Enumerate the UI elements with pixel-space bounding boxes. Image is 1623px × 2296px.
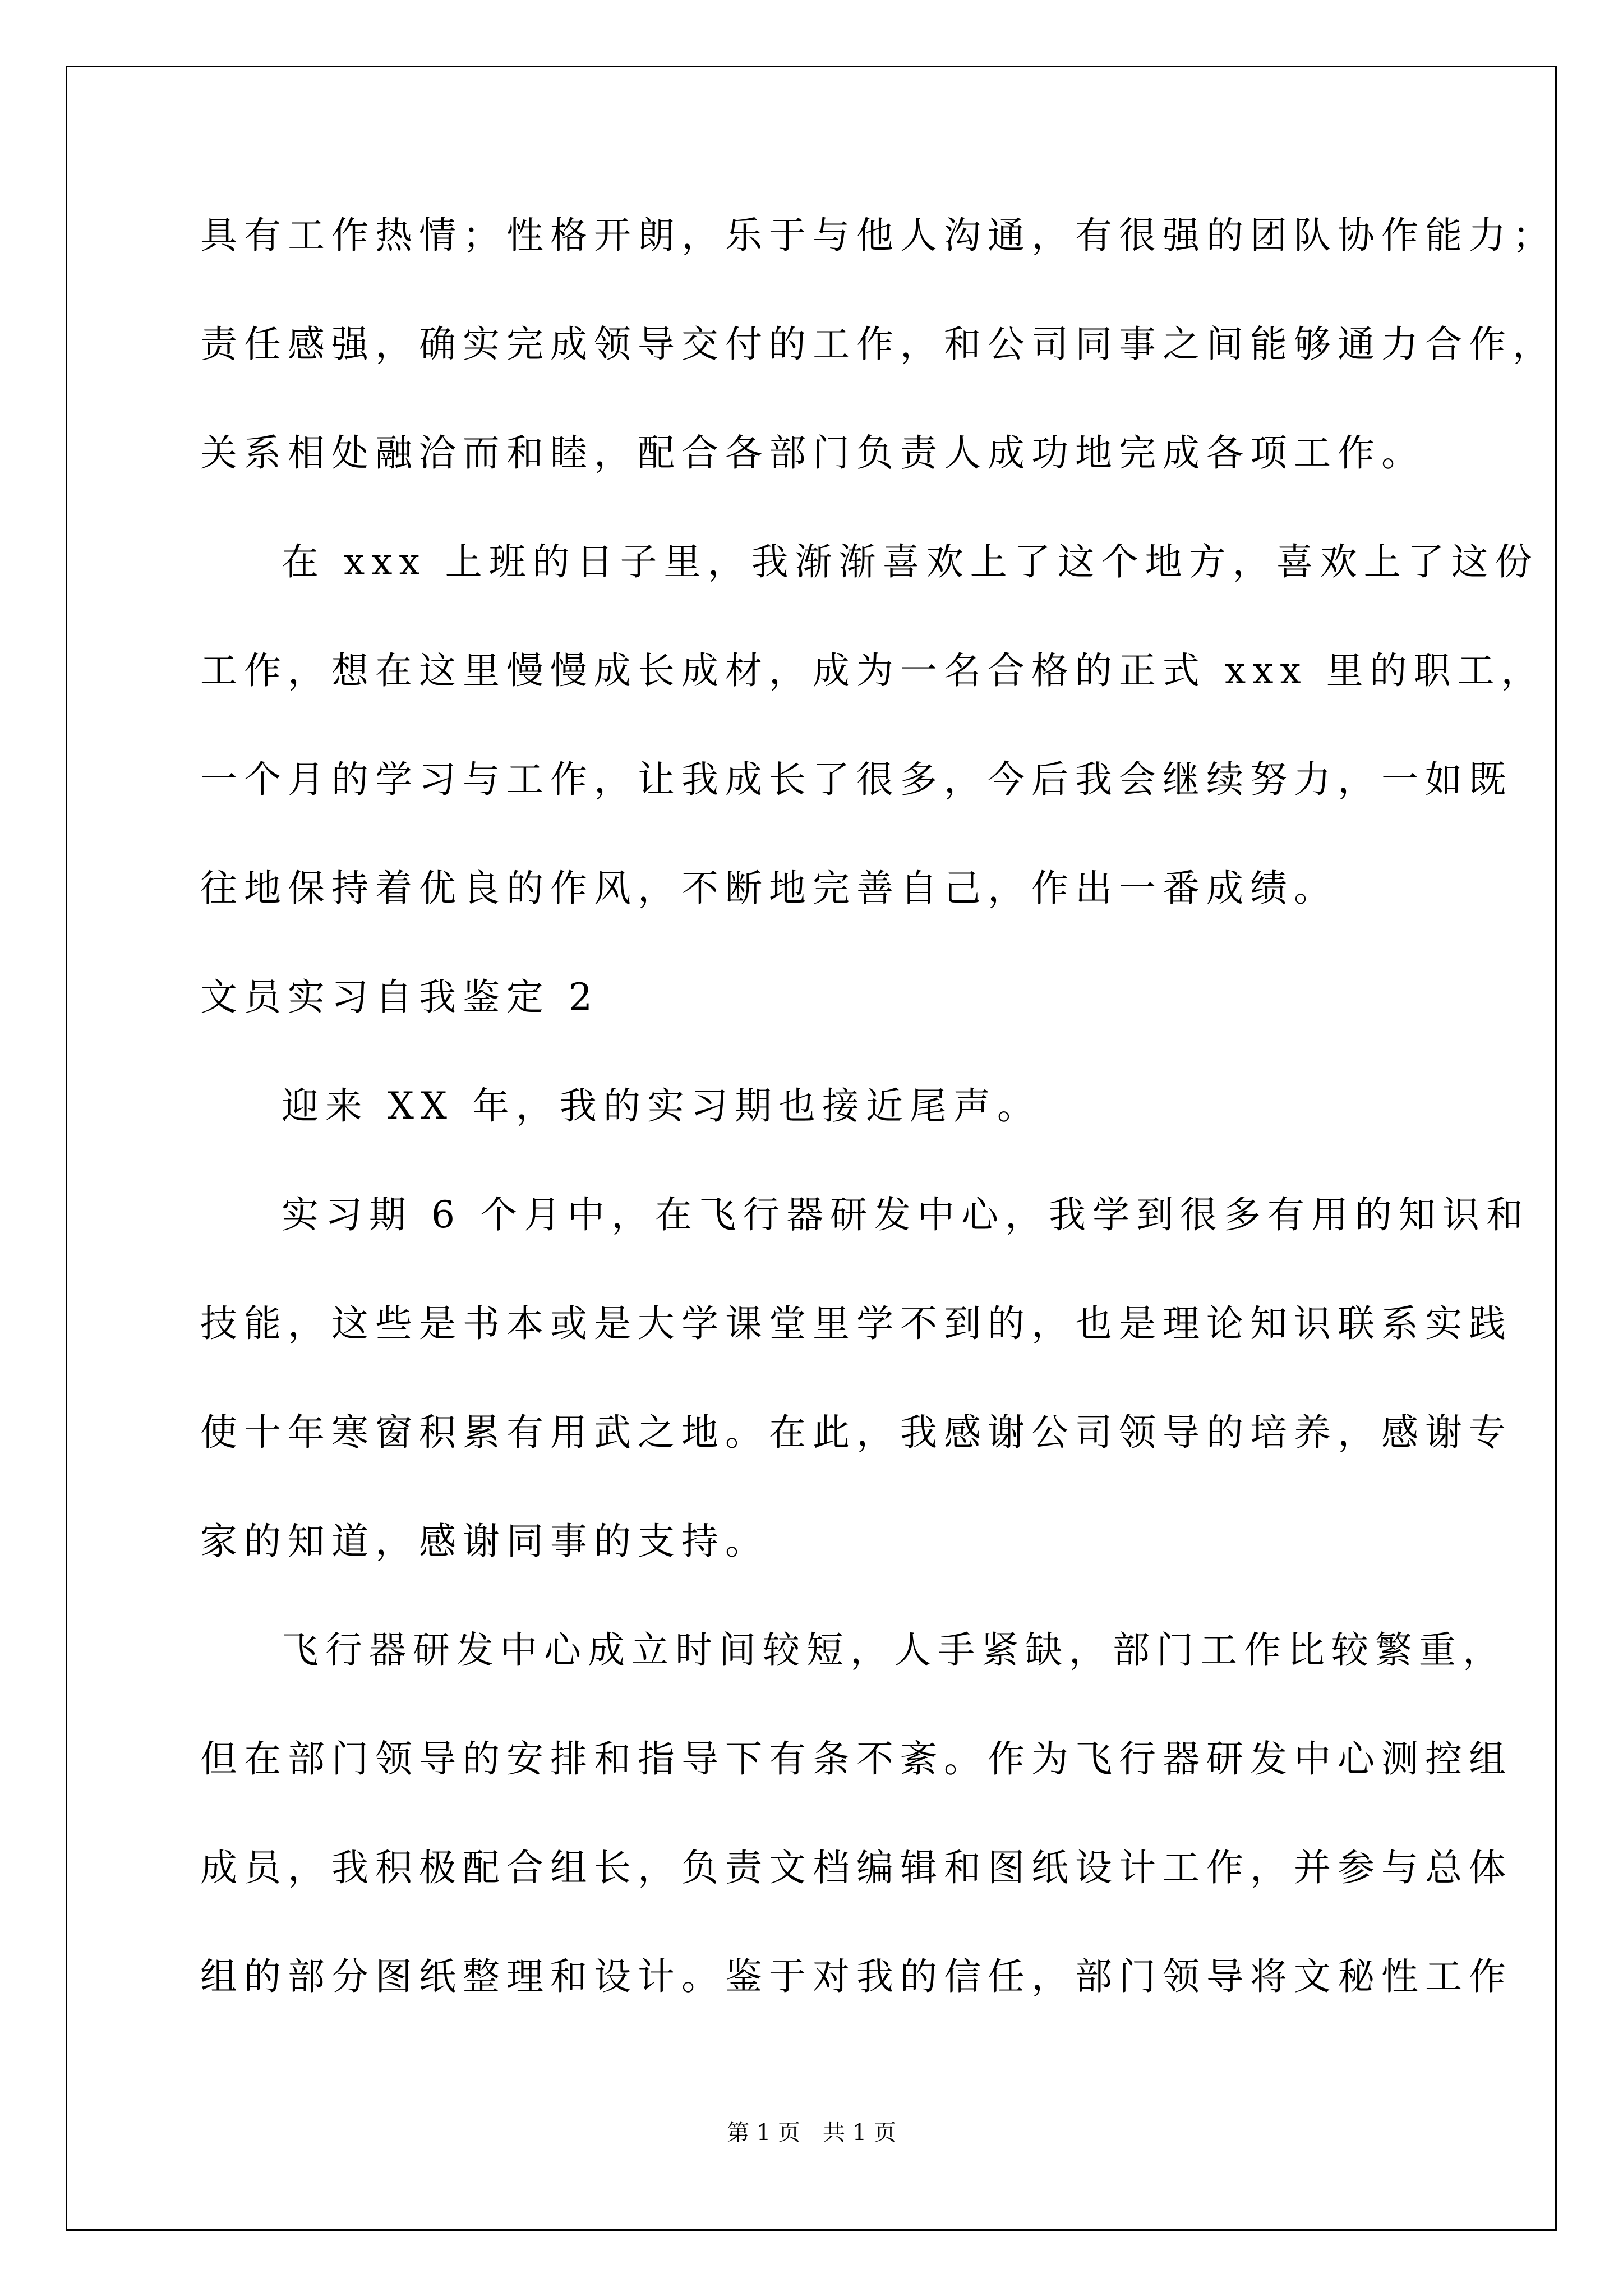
- body-line: 成员，我积极配合组长，负责文档编辑和图纸设计工作，并参与总体: [200, 1846, 1513, 1889]
- body-line: 实习期 6 个月中，在飞行器研发中心，我学到很多有用的知识和: [282, 1193, 1530, 1236]
- page-footer: [0, 2122, 1623, 2144]
- page-border: [66, 66, 1557, 2231]
- body-line: 使十年寒窗积累有用武之地。在此，我感谢公司领导的培养，感谢专: [200, 1411, 1513, 1454]
- body-line: 技能，这些是书本或是大学课堂里学不到的，也是理论知识联系实践: [200, 1302, 1513, 1345]
- section-heading: 文员实习自我鉴定 2: [200, 976, 599, 1019]
- body-line: 在 xxx 上班的日子里，我渐渐喜欢上了这个地方，喜欢上了这份: [282, 540, 1539, 583]
- body-line: 往地保持着优良的作风，不断地完善自己，作出一番成绩。: [200, 867, 1338, 910]
- body-line: 组的部分图纸整理和设计。鉴于对我的信任，部门领导将文秘性工作: [200, 1955, 1513, 1998]
- body-line: 一个月的学习与工作，让我成长了很多，今后我会继续努力，一如既: [200, 758, 1513, 801]
- body-line: 关系相处融洽而和睦，配合各部门负责人成功地完成各项工作。: [200, 431, 1425, 475]
- page-number: 第 1 页: [727, 2120, 800, 2146]
- body-line: 责任感强，确实完成领导交付的工作，和公司同事之间能够通力合作，: [200, 323, 1556, 366]
- body-line: 家的知道，感谢同事的支持。: [200, 1520, 769, 1563]
- body-line: 具有工作热情；性格开朗，乐于与他人沟通，有很强的团队协作能力；: [200, 214, 1556, 257]
- body-line: 但在部门领导的安排和指导下有条不紊。作为飞行器研发中心测控组: [200, 1737, 1513, 1780]
- body-line: 工作，想在这里慢慢成长成材，成为一名合格的正式 xxx 里的职工，: [200, 649, 1545, 692]
- page-total: 共 1 页: [823, 2120, 896, 2146]
- body-line: 飞行器研发中心成立时间较短，人手紧缺，部门工作比较繁重，: [282, 1628, 1506, 1672]
- body-line: 迎来 XX 年，我的实习期也接近尾声。: [282, 1084, 1041, 1128]
